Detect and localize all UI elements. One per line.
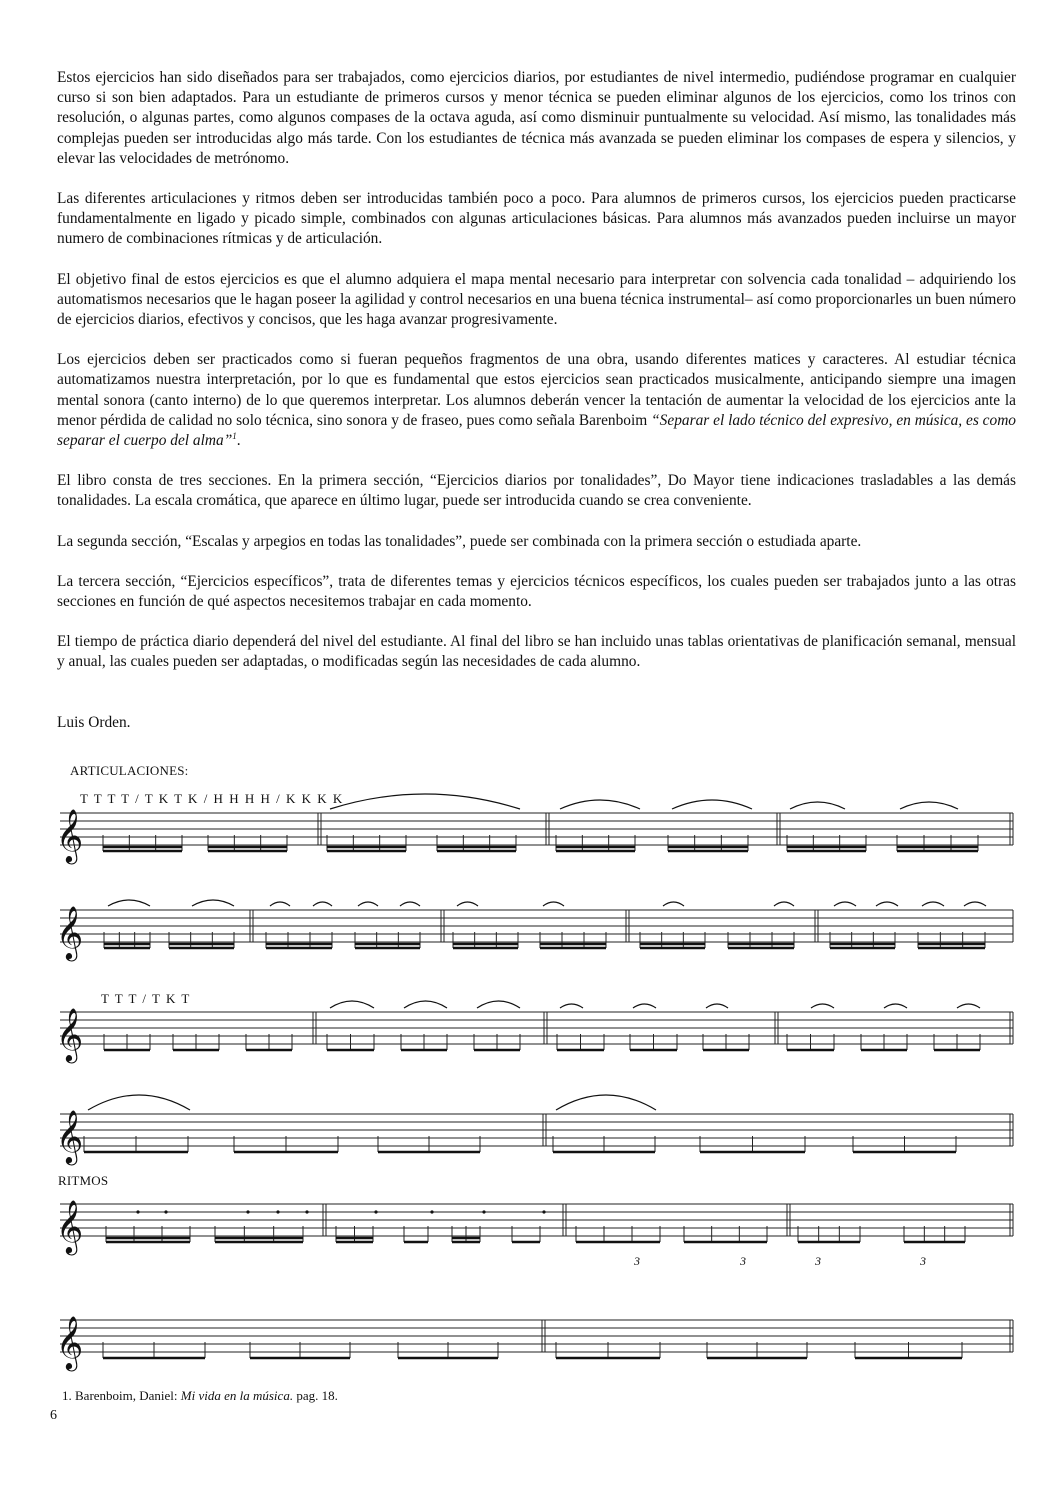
slur [192, 900, 234, 906]
triplet-number: 3 [920, 1254, 926, 1268]
dot [305, 1210, 308, 1213]
paragraph-7: La tercera sección, “Ejercicios específicos”, trata de diferentes temas y ejercicios técnicos específicos, los cuales pueden ser trabajados junto a las otras secciones en función de qué aspectos necesitemos trabajar en cada momento. [57, 572, 1016, 611]
triplet-number: 3 [634, 1254, 640, 1268]
slur [672, 800, 752, 809]
slur [922, 902, 944, 906]
slur [900, 802, 958, 809]
slur [457, 902, 478, 906]
slur [560, 1004, 583, 1008]
slur [477, 1001, 520, 1008]
syllables-three-note: T T T / T K T [101, 991, 191, 1006]
footnote [62, 1388, 338, 1404]
slur [876, 902, 898, 906]
slur [663, 902, 684, 906]
slur [706, 1004, 728, 1008]
slur [400, 902, 420, 906]
treble-clef-icon: 𝄞 [56, 1315, 84, 1369]
paragraph-4-end: . [236, 432, 241, 450]
dot [542, 1210, 545, 1213]
dot [430, 1210, 433, 1213]
paragraph-3: El objetivo final de estos ejercicios es que el alumno adquiera el mapa mental necesario para interpretar con solvencia cada tonalidad – adquiriendo los automatismos necesarios que le hagan poseer la agilidad y control necesarios en una buena técnica instrumental– así como proporcionarles un buen número de ejercicios diarios, efectivos y concisos, que les haga avanzar progresivamente. [57, 270, 1016, 329]
slur [774, 902, 794, 906]
paragraph-5: El libro consta de tres secciones. En la primera sección, “Ejercicios diarios por tonalidades”, Do Mayor tiene indicaciones trasladables a las demás tonalidades. La escala cromática, que aparece en último lugar, puede ser introducida cuando se crea conveniente. [57, 472, 1016, 510]
slur [543, 902, 564, 906]
paragraph-1: Estos ejercicios han sido diseñados para ser trabajados, como ejercicios diarios, por estudiantes de nivel intermedio, pudiéndose programar en cualquier curso si son bien adaptados. Para un estudiante de primeros cursos y menor técnica se pueden eliminar algunos de los ejercicios, como los trinos con resolución, o algunas partes, como algunos compases de la octava aguda, así como disminuir puntualmente su velocidad. Así mismo, las tonalidades más complejas pueden ser introducidas algo más tarde. Con los estudiantes de técnica más avanzada se pueden eliminar los compases de espera y silencios, y elevar las velocidades de metrónomo. [57, 69, 1016, 167]
dot [482, 1210, 485, 1213]
slur [108, 900, 150, 906]
treble-clef-icon: 𝄞 [56, 1007, 84, 1061]
treble-clef-icon: 𝄞 [56, 1199, 84, 1253]
paragraph-4-text: Los ejercicios deben ser practicados como si fueran pequeños fragmentos de una obra, usando diferentes matices y caracteres. Al estudiar técnica automatizamos nuestra interpretación, por lo que es fundamental que estos ejercicios sean practicados musicalmente, anticipando siempre una imagen mental sonora (canto interno) de lo que queremos interpretar. Los alumnos deberán vencer la tentación de aumentar la velocidad de los ejercicios ante la menor pérdida de calidad no solo técnica, sino sonora y de fraseo, pues como señala Barenboim [57, 351, 1016, 429]
dot [374, 1210, 377, 1213]
triplet-number: 3 [740, 1254, 746, 1268]
dot [164, 1210, 167, 1213]
slur [313, 902, 332, 906]
paragraph-6: La segunda sección, “Escalas y arpegios en todas las tonalidades”, puede ser combinada con la primera sección o estudiada aparte. [57, 532, 862, 550]
slur [633, 1004, 656, 1008]
slur [358, 902, 378, 906]
treble-clef-icon: 𝄞 [56, 905, 84, 959]
slur [330, 794, 520, 809]
slur [884, 1004, 907, 1008]
signature: Luis Orden. [57, 713, 131, 731]
articulaciones-heading: ARTICULACIONES: [70, 763, 189, 778]
slur [834, 902, 856, 906]
footnote-reference: 1 [232, 430, 237, 441]
slur [556, 1095, 656, 1110]
page-number: 6 [50, 1408, 57, 1423]
treble-clef-icon: 𝄞 [56, 1109, 84, 1163]
footnote-number: 1. [62, 1388, 72, 1403]
triplet-number: 3 [815, 1254, 821, 1268]
slur [560, 800, 640, 809]
slur [957, 1004, 980, 1008]
slur [270, 902, 290, 906]
dot [136, 1210, 139, 1213]
dot [276, 1210, 279, 1213]
footnote-author: Barenboim, Daniel: [75, 1388, 181, 1403]
paragraph-8: El tiempo de práctica diario dependerá del nivel del estudiante. Al final del libro se han incluido unas tablas orientativas de planificación semanal, mensual y anual, las cuales pueden ser adaptadas, o modificadas según las necesidades de cada alumno. [57, 633, 1016, 671]
slur [88, 1095, 190, 1110]
slur [404, 1001, 447, 1008]
slur [811, 1004, 834, 1008]
dot [246, 1210, 249, 1213]
footnote-page: pag. 18. [293, 1388, 338, 1403]
slur [964, 902, 986, 906]
syllables-four-note: T T T T / T K T K / H H H H / K K K K [80, 791, 344, 806]
slur [790, 802, 845, 809]
paragraph-2: Las diferentes articulaciones y ritmos deben ser introducidas también poco a poco. Para alumnos de primeros cursos, los ejercicios pueden practicarse fundamentalmente en ligado y picado simple, combinados con algunas articulaciones básicas. Para alumnos más avanzados pueden incluirse un mayor numero de combinaciones rítmicas y de articulación. [57, 190, 1016, 248]
slur [330, 1001, 374, 1008]
treble-clef-icon: 𝄞 [56, 808, 84, 862]
barenboim-quote: “Separar el lado técnico del expresivo, en música, es como separar el cuerpo del alma” [57, 411, 1016, 450]
footnote-title: Mi vida en la música. [180, 1388, 294, 1403]
ritmos-heading: RITMOS [58, 1173, 109, 1188]
